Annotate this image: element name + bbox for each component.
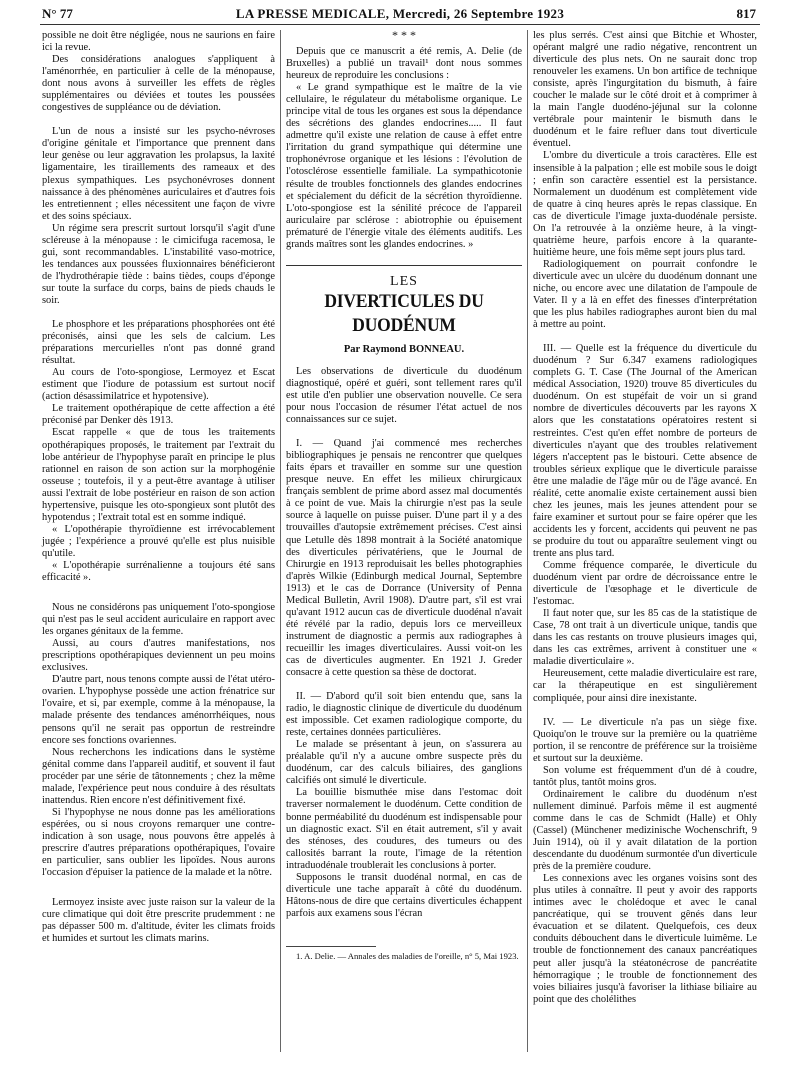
paragraph: « L'opothérapie surrénalienne a toujours été sans efficacité ». (42, 559, 275, 584)
asterism: * * * (392, 28, 416, 42)
column-2 (286, 30, 522, 961)
column-divider (527, 30, 528, 1052)
paragraph: Escat rappelle « que de tous les traitements opothérapiques proposés, le traitement par l'extrait du lobe antérieur de l'hypophyse paraît en principe le plus rationnel en raison de son action sur la morphogénie osseuse ; toutefois, il y a peut-être avantage à utiliser aussi l'extrait de lobe postérieur en raison de son action hypertensive, puisque les oto-spongieux sont plutôt des hypotendus ; l'extrait total est en somme indiqué. (42, 427, 275, 523)
paragraph: Heureusement, cette maladie diverticulaire est rare, car la thérapeutique en est singulièrement compliquée, pour ainsi dire inexistante. (533, 668, 757, 704)
paragraph: Nous ne considérons pas uniquement l'oto-spongiose qui n'est pas le seul accident auriculaire en rapport avec les organes génitaux de la femme. (42, 602, 275, 638)
paragraph: Le phosphore et les préparations phosphorées ont été préconisés, ainsi que les sels de calcium. Les préparations mercurielles n'ont pas donné grand résultat. (42, 319, 275, 367)
paragraph: III. — Quelle est la fréquence du diverticule du duodénum ? Sur 6.347 examens radiologiques complets G. T. Case (The Journal of the American médical Association, 1920) trouve 85 diverticules du duodénum. On est stupéfait de voir un si grand nombre de diverticules découverts par les rayons X alors que les constatations opératoires restent si restreintes. C'est qu'en effet nombre de porteurs de diverticules n'ayant que des troubles relativement légers n'acceptent pas le bistouri. Cette absence de troubles sérieux explique que le diverticule paraisse être une maladie de l'âge mûr ou de l'âge avancé. En réalité, cette anomalie existe certainement aussi bien chez les jeunes, mais les jeunes attendent pour se faire examiner et surtout pour se faire opérer que les accidents les y forcent, accidents qui peuvent ne pas se produire du tout ou apparaître seulement vingt ou trente ans plus tard. (533, 343, 757, 559)
column-divider (280, 30, 281, 1052)
paragraph: Supposons le transit duodénal normal, en cas de diverticule une tache apparaît à côté du duodénum. Hâtons-nous de dire que certains diverticules échappent parfois aux examens sous l'écran (286, 871, 522, 919)
paragraph: Lermoyez insiste avec juste raison sur la valeur de la cure climatique qui doit être prescrite prudemment : ne pas dépasser 500 m. d'altitude, éviter les climats froids et humides et surtout les climats marins. (42, 897, 275, 945)
page-number: 817 (736, 6, 756, 21)
paragraph: Son volume est fréquemment d'un dé à coudre, tantôt plus, tantôt moins gros. (533, 764, 757, 788)
paragraph: Comme fréquence comparée, le diverticule du duodénum vient par ordre de décroissance entre le diverticule de l'œsophage et le diverticule de l'estomac. (533, 560, 757, 608)
paragraph: Radiologiquement on pourrait confondre le diverticule avec un ulcère du duodénum donnant une niche, ou encore avec une dilatation de l'ampoule de Vater. Il y a là en effet des finesses d'interprétation que les plus habiles radiographes auront bien du mal à mettre au point. (533, 258, 757, 331)
paragraph: Un régime sera prescrit surtout lorsqu'il s'agit d'une scléreuse à la ménopause : le cimicifuga racemosa, le gui, sont recommandables. L'instabilité vaso-motrice, les tendances aux poussées fluxionnaires bénéficieront de l'hydrothérapie tiède : bains tièdes, coups d'éponge sur toute la surface du corps, bains de pieds chauds le soir. (42, 222, 275, 306)
footnote: 1. A. Delie. — Annales des maladies de l'oreille, n° 5, Mai 1923. (296, 950, 519, 961)
paragraph: L'ombre du diverticule a trois caractères. Elle est insensible à la palpation ; elle est mobile sous le doigt ; enfin son caractère essentiel est la persistance. Normalement un duodénum est complètement vide de quatre à cinq heures après le repas classique. En cas de diverticule l'image juxta-duodénale persiste. On l'a retrouvée à la onzième heure, à la vingt-quatrième heure, parfois encore à la quarante-huitième heure, une fois même sept jours plus tard. (533, 150, 757, 258)
paragraph: Les observations de diverticule du duodénum diagnostiqué, opéré et guéri, sont tellement rares qu'il est utile d'en publier une observation nouvelle. Ce sera pour nous l'occasion de résumer l'état actuel de nos connaissances sur ce sujet. (286, 365, 522, 426)
paragraph: IV. — Le diverticule n'a pas un siège fixe. Quoiqu'on le trouve sur la première ou la quatrième portion, il se rencontre de préférence sur la troisième et surtout sur la deuxième. (533, 716, 757, 764)
paragraph: II. — D'abord qu'il soit bien entendu que, sans la radio, le diagnostic clinique de diverticule du duodénum est impossible. Cet examen radiologique comporte, du reste, certaines données particulières. (286, 691, 522, 739)
paragraph: Aussi, au cours d'autres manifestations, nos prescriptions opothérapiques deviennent un peu moins exclusives. (42, 638, 275, 674)
page-header (0, 0, 800, 26)
paragraph: Si l'hypophyse ne nous donne pas les améliorations espérées, ou si nous croyons remarquer une contre-indication à son usage, nous pouvons être appelés à prescrire d'autres préparations opothérapiques, l'ovaire en particulier, sans oublier les lipoïdes. Nous aurons l'occasion d'épuiser la patience de la malade et la nôtre. (42, 806, 275, 879)
paragraph: D'autre part, nous tenons compte aussi de l'état utéro-ovarien. L'hypophyse possède une action frénatrice sur l'ovaire, et si, par exemple, comme à la ménopause, la malade présente des tendances aménorrhéiques, nous pensons qu'il ne serait pas opportun de restreindre encore ses fonctions ovariennes. (42, 674, 275, 746)
article-title: DIVERTICULES DU DUODÉNUM (324, 290, 484, 336)
paragraph: Au cours de l'oto-spongiose, Lermoyez et Escat estiment que l'iodure de potassium est surtout nocif (action désassimilatrice et hypotensive). (42, 367, 275, 403)
column-3 (533, 30, 757, 1006)
paragraph: I. — Quand j'ai commencé mes recherches bibliographiques je pensais ne rencontrer que quelques faits épars et travailler en somme sur une question presque neuve. En effet les milieux chirurgicaux français semblent de prime abord assez mal documentés à ce point de vue. Mais la chirurgie n'est pas la seule source à laquelle on puisse puiser. D'une part il y a des trouvailles d'autopsie extrêmement précises. C'est ainsi que Letulle dès 1898 montrait à la Société anatomique des diverticules périvatériens, que le Journal de Chirurgie en 1913 reproduisait les belles photographies d'après Wilkie (Edinburgh medical Journal, Septembre 1913) et le cas de Dorrance (University of Penna Medical Bulletin, Avril 1908). D'autre part, s'il est vrai qu'avant 1912 aucun cas de diverticule duodénal n'avait été révélé par la radio, depuis lors ce merveilleux instrument de diagnostic a permis aux radiographes à recueillir les images diverticulaires. Aussi voit-on les cas de diverticules augmenter. En 1921 J. Greder consacre à cette question sa thèse de doctorat. (286, 438, 522, 679)
paragraph: possible ne doit être négligée, nous ne saurions en faire ici la revue. (42, 30, 275, 54)
journal-title: LA PRESSE MEDICALE, Mercredi, 26 Septembre 1923 (235, 6, 565, 21)
paragraph: L'un de nous a insisté sur les psycho-névroses d'origine génitale et l'importance que prennent dans leur genèse ou leur aggravation les prolapsus, la laxité ligamentaire, les tiraillements des rameaux et des plexus sympathiques. Les psychonévroses donnent naissance à des phénomènes auriculaires et d'autres fois les entretiennent ; elles nécessitent une façon de vivre et des soins spéciaux. (42, 126, 275, 222)
article-title-prefix: LES (390, 273, 418, 289)
column-1 (42, 30, 275, 945)
paragraph: Le traitement opothérapique de cette affection a été préconisé par Denker dès 1913. (42, 403, 275, 427)
footnote-rule (286, 946, 376, 947)
section-rule (286, 265, 522, 266)
paragraph: Depuis que ce manuscrit a été remis, A. Delie (de Bruxelles) a publié un travail¹ dont nous sommes heureux de reproduire les conclusions : (286, 46, 522, 82)
quote-paragraph: « Le grand sympathique est le maître de la vie cellulaire, le régulateur du métabolisme organique. Le principe vital de tous les organes est sous la dépendance des sécrétions des glandes endocrines..... Il faut admettre qu'il existe une relation de cause à effet entre l'irritation du grand sympathique qui détermine une trophonévrose organique et les lésions : l'évolution de l'otosclérose essentielle familiale. La sympathicotonie résulte de troubles fonctionnels des glandes endocrines et spécialement du déficit de la sécrétion thyroïdienne. L'oto-spongiose est la sénilité précoce de l'appareil auriculaire par sclérose : abiotrophie ou épuisement prématuré de l'énergie vitale des éléments auditifs. Les grands maîtres sont les glandes endocrines. » (286, 82, 522, 250)
article-byline: Par Raymond BONNEAU. (343, 343, 465, 355)
header-rule (40, 24, 760, 25)
paragraph: Des considérations analogues s'appliquent à l'aménorrhée, en particulier à celle de la ménopause, dont nous avons à surveiller les effets de règles supplémentaires ou déviées et toutes les poussées congestives de suppléance ou de déviation. (42, 54, 275, 114)
issue-number: N° 77 (42, 6, 73, 21)
paragraph: « L'opothérapie thyroïdienne est irrévocablement jugée ; l'expérience a prouvé qu'elle est plus nuisible qu'utile. (42, 523, 275, 559)
paragraph: Il faut noter que, sur les 85 cas de la statistique de Case, 78 ont trait à un diverticule unique, tandis que dans les cas restants on trouve plusieurs images qui, dans les cas extrêmes, arrivent à constituer une « maladie diverticulaire ». (533, 608, 757, 668)
paragraph: Ordinairement le calibre du duodénum n'est nullement diminué. Parfois même il est augmenté comme dans le cas de Schmidt (Halle) et Ohly (Cassel) (Münchener medizinische Wochenschrift, 9 Juin 1914), où il y avait dilatation de la portion descendante du duodénum surmontée d'un diverticule près de la première coudure. (533, 788, 757, 873)
paragraph: La bouillie bismuthée mise dans l'estomac doit traverser normalement le duodénum. Cette condition de bonne perméabilité du duodénum est indispensable pour un diagnostic exact. S'il en était autrement, s'il y avait des sténoses, des coudures, des tumeurs ou des callosités barrant la route, l'image de la rétention intraduodénale troublerait les conclusions à porter. (286, 787, 522, 871)
paragraph: Nous recherchons les indications dans le système génital comme dans l'appareil auditif, et souvent il faut procéder par une série de tâtonnements ; chez la même malade, l'expérience peut nous conduire à des résultats inattendus. Rien encore n'est définitivement fixé. (42, 746, 275, 806)
paragraph: les plus serrés. C'est ainsi que Bitchie et Whoster, opérant malgré une radio négative, rencontrent un diverticule des plus nets. On ne saurait donc trop renouveler les examens. Un bon artifice de technique consiste, après l'ingurgitation du bismuth, à faire coucher le malade sur le côté droit et à comprimer à la main l'angle duodéno-jéjunal sur la colonne vertébrale pour maintenir le bismuth dans le duodénum et le faire refluer dans tout diverticule éventuel. (533, 30, 757, 150)
paragraph: Le malade se présentant à jeun, on s'assurera au préalable qu'il n'y a aucune ombre suspecte près du duodénum, car des calculs biliaires, des ganglions calcifiés ont simulé le diverticule. (286, 739, 522, 787)
paragraph: Les connexions avec les organes voisins sont des plus utiles à connaître. Il peut y avoir des rapports intimes avec le cholédoque et avec le canal pancréatique, qui se trouvent gênés dans leur évacuation et se dilatent. Quelquefois, ces deux conduits débouchent dans le diverticule luimême. Le trouble de fonctionnement des canaux pancréatiques peut aller jusqu'à la stéatonécrose de pancréatite hémorragique ; le trouble de fonctionnement des voies biliaires jusqu'à favoriser la lithiase biliaire au point que des cholélithes (533, 873, 757, 1005)
